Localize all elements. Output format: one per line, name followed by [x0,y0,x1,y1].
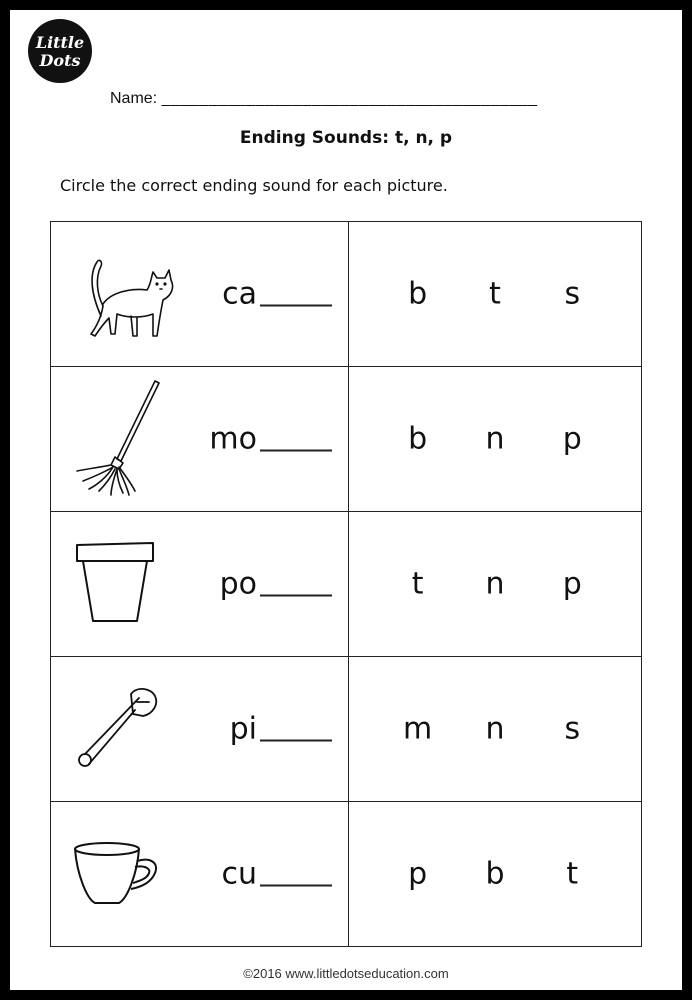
word-with-blank [230,712,332,747]
worksheet-page [10,10,682,990]
pot-icon [71,539,161,629]
choices-cell [349,222,642,367]
word-stem: pi [229,711,257,747]
choice-letter[interactable]: p [408,856,428,892]
exercise-row [51,657,642,802]
pin-icon [71,684,161,774]
letter-choices [349,857,641,892]
exercise-grid [50,221,642,947]
exercise-row [51,367,642,512]
logo-text-line1: Little [35,33,85,52]
choices-cell [349,802,642,947]
answer-blank[interactable] [260,450,332,452]
choice-letter[interactable]: s [564,276,581,312]
choice-letter[interactable]: n [485,566,505,602]
choice-letter[interactable]: n [485,711,505,747]
little-dots-logo [27,18,93,84]
picture-word-cell [51,802,349,947]
exercise-row [51,802,642,947]
cup-icon [71,839,161,909]
picture-word-cell [51,222,349,367]
answer-blank[interactable] [260,305,332,307]
letter-choices [349,277,641,312]
choice-letter[interactable]: m [403,711,433,747]
choice-letter[interactable]: t [411,566,424,602]
choice-letter[interactable]: s [564,711,581,747]
choice-letter[interactable]: n [485,421,505,457]
picture-word-cell [51,512,349,657]
word-with-blank [221,857,332,892]
letter-choices [349,422,641,457]
letter-choices [349,712,641,747]
word-stem: po [219,566,257,602]
word-with-blank [209,422,332,457]
logo-text-line2: Dots [39,51,81,70]
choices-cell [349,367,642,512]
choices-cell [349,657,642,802]
picture-word-cell [51,367,349,512]
answer-blank[interactable] [260,885,332,887]
choice-letter[interactable]: p [562,421,582,457]
answer-blank[interactable] [260,595,332,597]
worksheet-title: Ending Sounds: t, n, p [239,128,453,148]
choice-letter[interactable]: b [485,856,505,892]
choice-letter[interactable]: t [489,276,501,312]
name-label: Name: [110,90,158,107]
cat-icon [71,244,181,344]
name-field[interactable] [110,90,538,108]
exercise-row [51,222,642,367]
choice-letter[interactable]: b [408,276,428,312]
word-stem: mo [209,421,257,457]
choice-letter[interactable]: p [562,566,582,602]
mop-icon [71,377,171,501]
choice-letter[interactable]: b [408,421,428,457]
letter-choices [349,567,641,602]
copyright-footer: ©2016 www.littledotseducation.com [243,966,449,981]
instructions: Circle the correct ending sound for each picture. [60,176,448,195]
word-stem: cu [221,856,257,892]
choices-cell [349,512,642,657]
word-with-blank [222,277,332,312]
picture-word-cell [51,657,349,802]
word-stem: ca [222,276,257,312]
word-with-blank [220,567,332,602]
answer-blank[interactable] [260,740,332,742]
name-blank: ________________________________________ [161,90,538,107]
choice-letter[interactable]: t [566,856,579,892]
exercise-row [51,512,642,657]
